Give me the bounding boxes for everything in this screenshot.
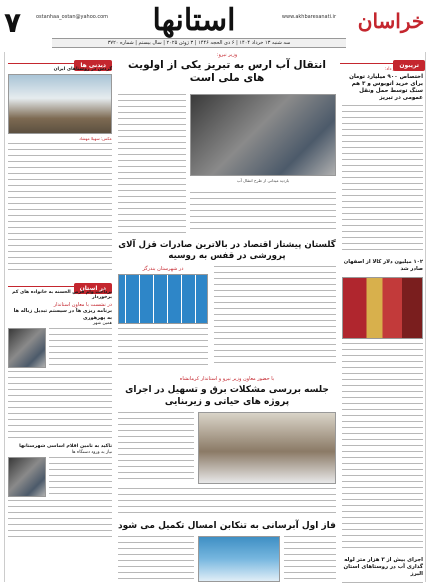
official-photo-2 — [8, 457, 46, 497]
photo-caption: بازدید میدانی از طرح انتقال آب — [236, 178, 290, 183]
headline-right-1: اختصاص ۹۰۰ میلیارد تومان برای خرید اتوبوس و ۳ هم سنگ توسط حمل ونقل عمومی در تبریز — [349, 74, 423, 101]
top-kicker: وزیر نیرو: — [216, 52, 238, 58]
meeting-photo — [198, 412, 336, 484]
headline-mid: گلستان پیشتاز اقتصاد در بالاترین صادرات قزل آلای پرورشی در قفس به روسیه — [118, 240, 336, 261]
photo-caption-left: گردش در روستاهای ایران — [53, 67, 112, 72]
right-column — [340, 52, 426, 582]
headline-3: جلسه بررسی مشکلات برق و تسهیل در اجرای پروژه های حیاتی و زیربنایی — [125, 385, 329, 407]
newspaper-logo: استانها — [152, 3, 236, 38]
email-text: ostanhaa_ostan@yahoo.com — [36, 14, 109, 20]
left-story-2-sub: همین شهر — [92, 321, 112, 326]
website-text: www.akhbaresanati.ir — [281, 14, 336, 20]
left-story-2-kicker: در نشست با معاون استاندار — [53, 302, 112, 308]
photo-credit: عکس: سهیلا مهشاد — [79, 136, 112, 141]
dateline: سه شنبه ۱۳ خرداد ۱۴۰۴ | ۶ ذی الحجه ۱۴۴۶ | ۳ ژوئن ۲۰۲۵ | سال بیستم | شماره ۳۷۲۰ — [52, 38, 346, 48]
section-tag-tribune: تریبون — [393, 60, 425, 71]
fish-farm-photo — [118, 274, 208, 324]
left-story-2: برنامه ریزی ها در سیستم تبدیل زباله ها به پهرهوری — [13, 308, 112, 321]
kicker-3: با حضور معاون وزیر نیرو و استاندار کرمانشاه — [179, 376, 275, 382]
village-photo — [8, 74, 112, 134]
left-story-3: تاکید به تامین اقلام اساسی شهرستانها — [19, 444, 112, 449]
mid-kicker: در شهرستان بندرگز — [142, 266, 184, 272]
headline-top: انتقال آب ارس به تبریز یکی از اولویت های ملی است — [128, 59, 326, 84]
section-tag-sights: دیدنی ها — [74, 60, 112, 71]
ministers-photo — [190, 94, 336, 176]
left-story-3-sub: نیاز به ورود دستگاه ها — [71, 450, 112, 455]
left-story-1: پرداخت وام قرض الحسنه به خانواده های کم برخوردار — [12, 290, 112, 300]
masthead — [4, 3, 426, 50]
factory-photo — [342, 277, 423, 339]
kicker-1: شهردار تبریز خبر داد: — [384, 67, 425, 72]
official-photo-1 — [8, 328, 46, 368]
brand-logo: خراسان — [357, 9, 425, 33]
main-column — [118, 52, 336, 582]
section-tag-province: در استان — [74, 283, 112, 294]
water-project-photo — [198, 536, 280, 582]
headline-4: فاز اول آبرسانی به تنکابن امسال تکمیل می شود — [118, 521, 336, 531]
left-column — [4, 52, 112, 582]
headline-right-3: اجرای بیش از ۳ هزار متر لوله گذاری آب در روستاهای استان البرز — [343, 557, 423, 577]
headline-right-2: ۱۰۲ میلیون دلار کالا از اصفهان صادر شد — [343, 259, 423, 272]
page-number: ۷ — [4, 6, 22, 39]
